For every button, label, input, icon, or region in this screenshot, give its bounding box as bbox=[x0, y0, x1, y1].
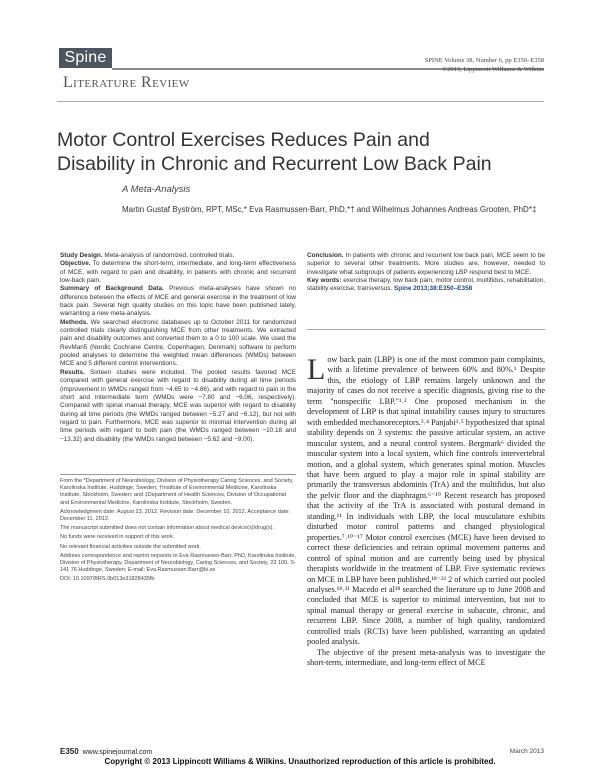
abstract-keywords: Key words: exercise therapy, low back pain, motor control, multifidus, rehabilitation, stability exercise, transversus. Spine 2013;38:E350–E358 bbox=[307, 277, 545, 293]
journal-volume: SPINE Volume 38, Number 6, pp E350–E358 bbox=[424, 57, 544, 64]
abstract-design: Study Design. Meta-analysis of randomized, controlled trials. bbox=[60, 252, 235, 259]
abstract-conclusion: Conclusion. In patients with chronic and recurrent low back pain, MCE seem to be superior to several other treatments. More studies are, however, needed to investigate what subgroups of patients experiencing LBP respond best to MCE. bbox=[307, 252, 545, 276]
body-text bbox=[307, 355, 545, 669]
article-subtitle: A Meta-Analysis bbox=[122, 184, 191, 195]
affiliation-funds: No funds were received in support of this work. bbox=[60, 534, 175, 541]
journal-logo bbox=[59, 48, 112, 68]
abstract-objective: Objective. To determine the short-term, intermediate, and long-term effectiveness of MCE, with regard to pain and disability, in patients with chronic and recurrent low-back pain. bbox=[60, 260, 296, 285]
citation: Spine 2013;38:E350–E358 bbox=[394, 285, 473, 293]
abstract-left-column bbox=[60, 252, 296, 444]
abstract-methods: Methods. We searched electronic databases up to October 2011 for randomized controlled trials clearly distinguishing MCE from other treatments. We extracted pain and disability outcomes and converted them to a 0 to 100 scale. We used the RevMan5 (Nordic Cochrane Centre, Copenhagen, Denmark) software to perform pooled analyses to determine the weighted mean differences (WMDs) between MCE and 5 different control interventions. bbox=[60, 318, 296, 368]
affiliation-dates: Acknowledgment date: August 23, 2012. Revision date: December 10, 2012. Acceptance date: December 11, 2012. bbox=[60, 508, 290, 523]
title-line-2: Disability in Chronic and Recurrent Low Back Pain bbox=[57, 153, 492, 175]
journal-info bbox=[425, 57, 544, 74]
copyright-notice: Copyright © 2013 Lippincott Williams & Wilkins. Unauthorized reproduction of this article is prohibited. bbox=[104, 757, 496, 766]
journal-logo-text: Spine bbox=[64, 49, 107, 66]
journal-site: www.spinejournal.com bbox=[82, 749, 153, 756]
affiliation-from: From the *Department of Neurobiology, Division of Physiotherapy Caring Sciences, and Society, Karolinska Institute, Huddinge, Sweden; †Institute of Environmental Medicine, Karolinska Institute, Stockholm, Sweden; and ‡Department of Health Sciences, Division of Occupational and Environmental Medicine, Karolinska Institute, Stockholm, Sweden. bbox=[60, 478, 294, 506]
drop-cap: L bbox=[307, 353, 326, 386]
affiliation-address: Address correspondence and reprint requests to Eva Rasmussen-Barr, PhD, Karolinska Institute, Division of Physiotherapy, Department of Neurobiology, Caring Sciences, and Society, 23 100, S-141 76 Huddinge, Sweden; E-mail: Eva.Rasmussen.Barr@ki.se bbox=[60, 552, 297, 574]
body-paragraph-1: Low back pain (LBP) is one of the most common pain complaints, with a lifetime prevalence of between 60% and 80%.¹ Despite this, the etiology of LBP remains largely unknown and the majority of cases do not receive a specific diagnosis, giving rise to the term "nonspecific LBP."¹˒² One proposed mechanism in the development of LBP is that spinal instability causes injury to structures with embedded mechanoreceptors.³˒⁴ Panjabi³˒⁵ hypothesized that spinal stability depends on 3 systems: the passive articular system, an active muscular system, and a neural control system. Bergmark⁶ divided the muscular system into a local system, which fine controls intervertebral motion, and a global system, which generates spinal motion. Muscles that have been argued to play a major role in spinal stability are primarily the transversus abdominis (TrA) and the multifidus, but also the pelvic floor and the diaphragm.⁶⁻¹⁰ Recent research has proposed that the activity of the TrA is associated with postural demand in standing.¹¹ In individuals with LBP, the local musculature exhibits disturbed motor control patterns and changed physiological properties.⁷˒¹⁰⁻¹⁷ Motor control exercises (MCE) have been devised to correct these deficiencies and retrain optimal movement patterns and control of spinal motion and are currently being used by physical therapists worldwide in the treatment of LBP. Five systematic reviews on MCE in LBP have been published,¹⁸⁻²² 2 of which carried out pooled analyses.¹⁸˒²¹ Macedo et al¹⁸ searched the literature up to June 2008 and concluded that MCE is superior to minimal intervention, but not to spinal manual therapy or general exercise in subacute, chronic, and recurrent LBP. Since 2008, a number of high quality, randomized controlled trials (RCTs) have been published, warranting an updated pooled analysis. bbox=[307, 353, 545, 647]
affiliation-devices: The manuscript submitted does not contain information about medical device(s)/drug(s). bbox=[60, 525, 274, 532]
abstract-results: Results. Sixteen studies were included. The pooled results favored MCE compared with general exercise with regard to disability during all time periods (improvement in WMDs ranged from −4.65 to −4.86), and with regard to pain in the short and intermediate term (WMDs were −7.80 and −6.06, respectively). Compared with spinal manual therapy, MCE was superior with regard to disability during all time periods (the WMDs ranged between −5.27 and −6.12), but not with regard to pain. Furthermore, MCE was superior to minimal intervention during all time periods with regard to both pain (the WMDs ranged between −10.18 and −13.32) and disability (the WMDs ranged between −5.62 and −9.00). bbox=[60, 368, 296, 443]
abstract-background: Summary of Background Data. Previous meta-analyses have shown no difference between the effects of MCE and general exercise in the treatment of low back pain. Several high quality studies on this topic have been published lately, warranting a new meta-analysis. bbox=[60, 285, 296, 318]
affiliation-doi: DOI: 10.1097/BRS.0b013e31828435fb bbox=[60, 576, 155, 583]
author-list: Martin Gustaf Byström, RPT, MSc,* Eva Rasmussen-Barr, PhD,*† and Wilhelmus Johannes Andreas Grooten, PhD*‡ bbox=[122, 205, 537, 214]
affiliations bbox=[60, 478, 296, 586]
abstract-divider bbox=[307, 329, 545, 330]
header-divider bbox=[57, 101, 544, 102]
journal-copyright-line: ©2013, Lippincott Williams & Wilkins bbox=[442, 65, 544, 73]
body-paragraph-2: The objective of the present meta-analysis was to investigate the short-term, intermediate, and long-term effect of MCE bbox=[307, 647, 545, 668]
page-number: E350 bbox=[60, 747, 79, 756]
issue-date: March 2013 bbox=[509, 748, 544, 755]
affiliation-rule bbox=[60, 474, 296, 475]
section-label: Literature Review bbox=[63, 74, 190, 91]
abstract-right-column bbox=[307, 252, 545, 294]
page-footer bbox=[60, 747, 152, 756]
article-title bbox=[57, 128, 557, 176]
affiliation-financial: No relevant financial activities outside the submitted work. bbox=[60, 543, 201, 550]
title-line-1: Motor Control Exercises Reduces Pain and bbox=[57, 129, 430, 151]
